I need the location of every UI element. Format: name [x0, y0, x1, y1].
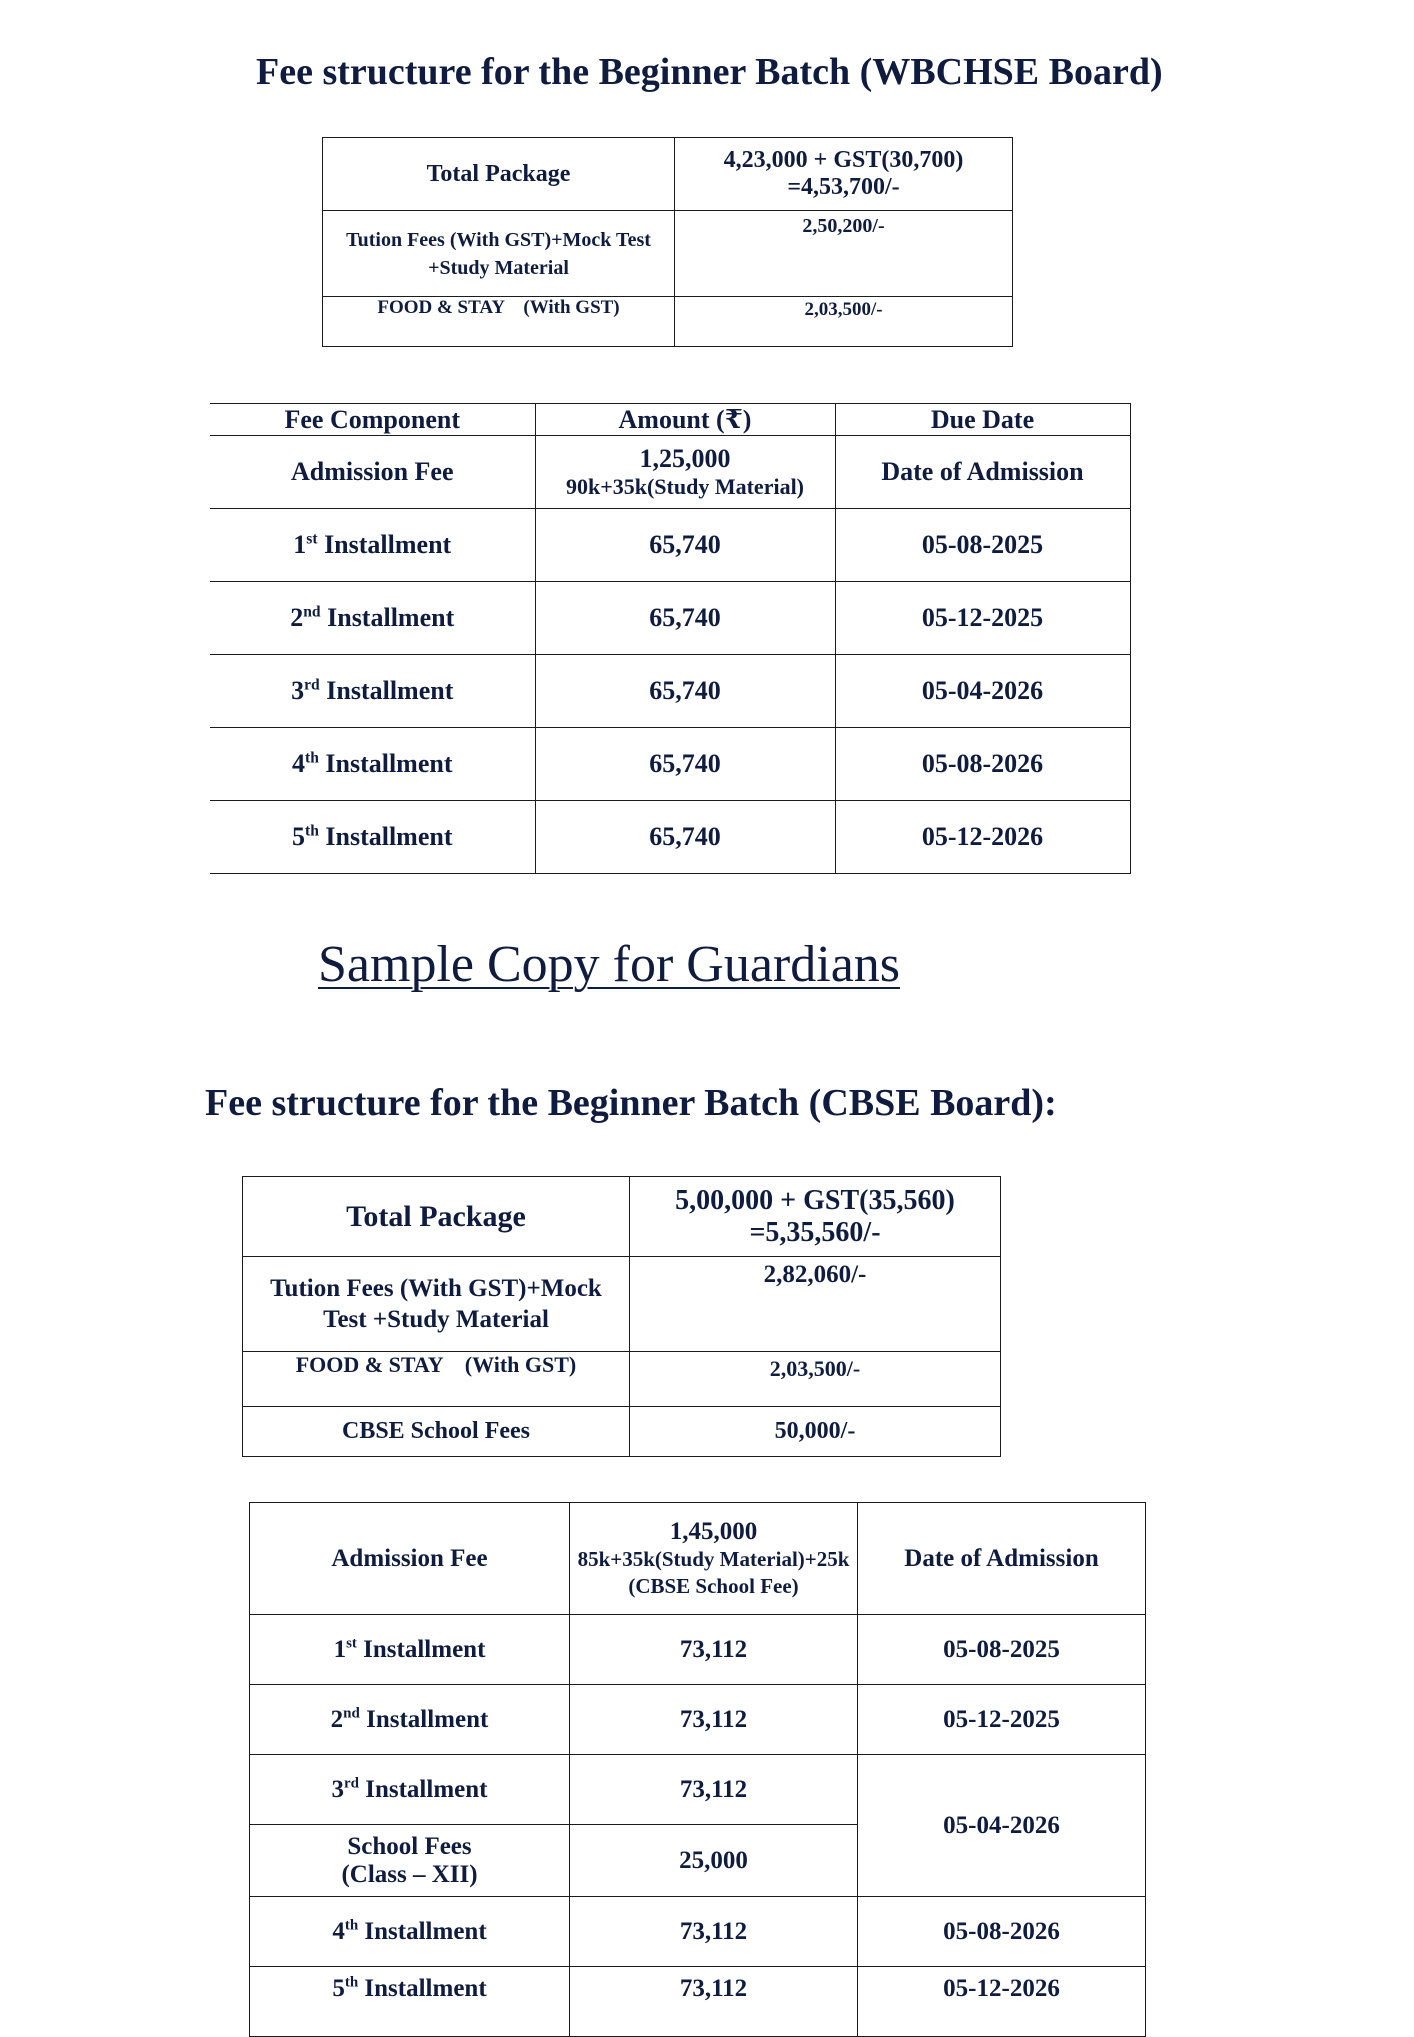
tution-fees-label: Tution Fees (With GST)+Mock Test +Study Material — [323, 211, 675, 297]
package-school-row — [243, 1407, 1001, 1457]
installment-label: 2nd Installment — [210, 582, 535, 655]
cbse-package-table — [242, 1176, 1001, 1457]
school-fee-title: School Fees — [347, 1832, 472, 1860]
installment-amount: 73,112 — [570, 1755, 858, 1825]
installment-row — [210, 655, 1130, 728]
header-fee-component: Fee Component — [210, 404, 535, 436]
school-fees-label: CBSE School Fees — [243, 1407, 630, 1457]
installment-due-date: 05-04-2026 — [835, 655, 1130, 728]
food-stay-label: FOOD & STAY (With GST) — [243, 1352, 630, 1407]
admission-amount-breakdown: 85k+35k(Study Material)+25k (CBSE School Fee) — [577, 1546, 850, 1598]
installment-label: 1st Installment — [250, 1615, 570, 1685]
installment-due-date: 05-12-2025 — [835, 582, 1130, 655]
installment-row — [210, 582, 1130, 655]
installment-label: 4th Installment — [250, 1897, 570, 1967]
total-package-value — [675, 138, 1013, 211]
installment-row — [210, 509, 1130, 582]
installment-row — [250, 1755, 1146, 1825]
installment-due-date: 05-08-2026 — [858, 1897, 1146, 1967]
admission-fee-label: Admission Fee — [210, 436, 535, 509]
school-fee-amount: 25,000 — [570, 1825, 858, 1897]
installment-label: 1st Installment — [210, 509, 535, 582]
total-package-sum: =5,35,560/- — [749, 1216, 881, 1248]
admission-amount-breakdown: 90k+35k(Study Material) — [565, 474, 805, 499]
schedule-header-row — [210, 404, 1130, 436]
installment-row — [250, 1897, 1146, 1967]
package-food-row — [323, 297, 1013, 347]
installment-due-date: 05-08-2025 — [858, 1615, 1146, 1685]
cbse-title: Fee structure for the Beginner Batch (CBSE Board): — [205, 1082, 1057, 1124]
total-package-value — [630, 1177, 1001, 1257]
installment-amount: 65,740 — [535, 582, 835, 655]
cbse-schedule-table — [249, 1502, 1146, 2037]
installment-label: 4th Installment — [210, 728, 535, 801]
installment-amount: 73,112 — [570, 1615, 858, 1685]
installment-amount: 65,740 — [535, 655, 835, 728]
installment-due-date: 05-12-2026 — [835, 801, 1130, 874]
total-package-sum: =4,53,700/- — [787, 174, 900, 200]
school-fee-label — [250, 1825, 570, 1897]
installment-due-date: 05-08-2025 — [835, 509, 1130, 582]
package-tution-row — [323, 211, 1013, 297]
package-total-row — [243, 1177, 1001, 1257]
total-package-label: Total Package — [323, 138, 675, 211]
installment-amount: 65,740 — [535, 801, 835, 874]
food-stay-label: FOOD & STAY (With GST) — [323, 297, 675, 347]
installment-due-date: 05-12-2026 — [858, 1967, 1146, 2037]
installment-amount: 73,112 — [570, 1967, 858, 2037]
sample-copy-heading: Sample Copy for Guardians — [318, 936, 901, 993]
package-food-row — [243, 1352, 1001, 1407]
admission-due-date: Date of Admission — [858, 1503, 1146, 1615]
tution-fees-label: Tution Fees (With GST)+Mock Test +Study Material — [243, 1257, 630, 1352]
food-stay-value: 2,03,500/- — [630, 1352, 1001, 1407]
installment-amount: 65,740 — [535, 509, 835, 582]
wbchse-title: Fee structure for the Beginner Batch (WBCHSE Board) — [256, 51, 1163, 93]
school-fees-value: 50,000/- — [630, 1407, 1001, 1457]
header-amount: Amount (₹) — [535, 404, 835, 436]
installment-amount: 73,112 — [570, 1897, 858, 1967]
installment-label: 3rd Installment — [210, 655, 535, 728]
installment-due-date: 05-08-2026 — [835, 728, 1130, 801]
installment-due-date: 05-12-2025 — [858, 1685, 1146, 1755]
tution-fees-value: 2,82,060/- — [630, 1257, 1001, 1352]
admission-row — [210, 436, 1130, 509]
admission-due-date: Date of Admission — [835, 436, 1130, 509]
package-total-row — [323, 138, 1013, 211]
installment-label: 3rd Installment — [250, 1755, 570, 1825]
tution-fees-value: 2,50,200/- — [675, 211, 1013, 297]
installment-row — [250, 1967, 1146, 2037]
admission-fee-amount — [535, 436, 835, 509]
installment-row — [210, 801, 1130, 874]
admission-fee-label: Admission Fee — [250, 1503, 570, 1615]
wbchse-schedule-table — [210, 403, 1131, 874]
installment-row — [250, 1615, 1146, 1685]
installment-amount: 73,112 — [570, 1685, 858, 1755]
installment-row — [250, 1685, 1146, 1755]
installment-label: 5th Installment — [250, 1967, 570, 2037]
total-package-amount: 5,00,000 + GST(35,560) — [675, 1184, 955, 1216]
installment-due-date: 05-04-2026 — [858, 1755, 1146, 1897]
admission-amount-total: 1,45,000 — [669, 1517, 758, 1545]
installment-label: 5th Installment — [210, 801, 535, 874]
installment-amount: 65,740 — [535, 728, 835, 801]
header-due-date: Due Date — [835, 404, 1130, 436]
admission-amount-total: 1,25,000 — [639, 444, 731, 473]
total-package-amount: 4,23,000 + GST(30,700) — [723, 147, 964, 173]
package-tution-row — [243, 1257, 1001, 1352]
admission-row — [250, 1503, 1146, 1615]
admission-fee-amount — [570, 1503, 858, 1615]
food-stay-value: 2,03,500/- — [675, 297, 1013, 347]
total-package-label: Total Package — [243, 1177, 630, 1257]
school-fee-class: (Class – XII) — [341, 1860, 478, 1888]
installment-label: 2nd Installment — [250, 1685, 570, 1755]
wbchse-package-table — [322, 137, 1013, 347]
installment-row — [210, 728, 1130, 801]
